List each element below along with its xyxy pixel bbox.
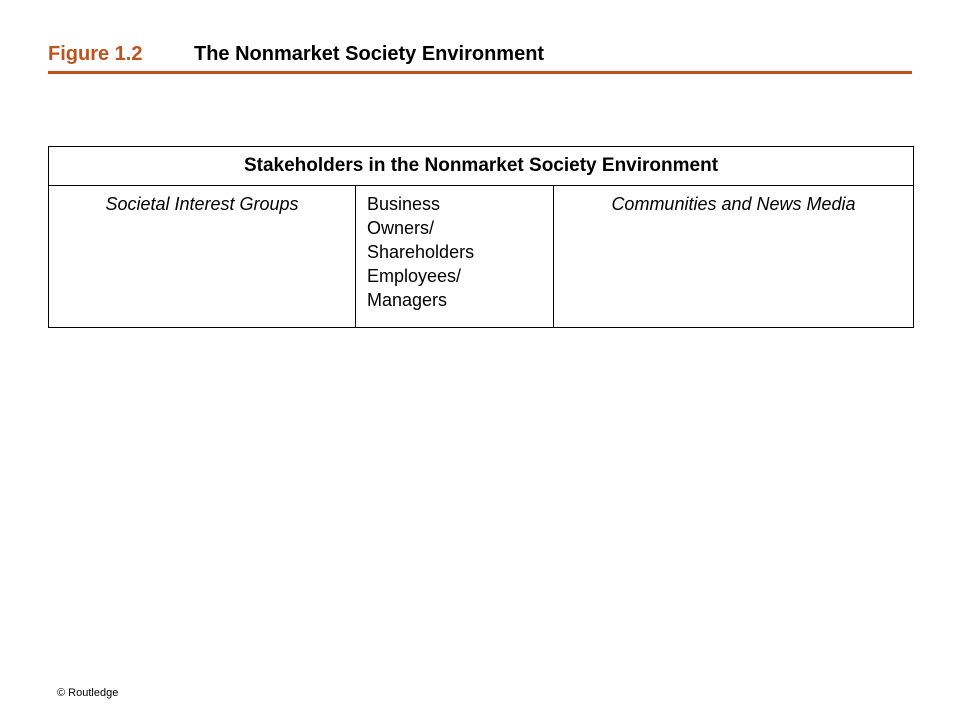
table-header-row: [49, 147, 914, 186]
cell-business-line: Owners/: [367, 218, 435, 238]
figure-number: Figure 1.2: [48, 43, 143, 65]
cell-business-line: Employees/: [367, 266, 462, 286]
copyright-notice: © Routledge: [57, 687, 119, 699]
cell-communities-news-media: Communities and News Media: [554, 186, 914, 328]
figure-title: The Nonmarket Society Environment: [194, 43, 545, 65]
table-header: Stakeholders in the Nonmarket Society Environment: [49, 147, 914, 186]
cell-business-line: Shareholders: [367, 242, 475, 262]
cell-business-line: Business: [367, 194, 441, 214]
cell-societal-interest-groups: Societal Interest Groups: [49, 186, 356, 328]
cell-business-line: Managers: [367, 290, 448, 310]
figure-header: [48, 40, 912, 70]
table-row: [49, 186, 914, 328]
header-rule: [48, 71, 912, 74]
cell-business: [356, 186, 554, 328]
stakeholder-table: [48, 146, 914, 328]
